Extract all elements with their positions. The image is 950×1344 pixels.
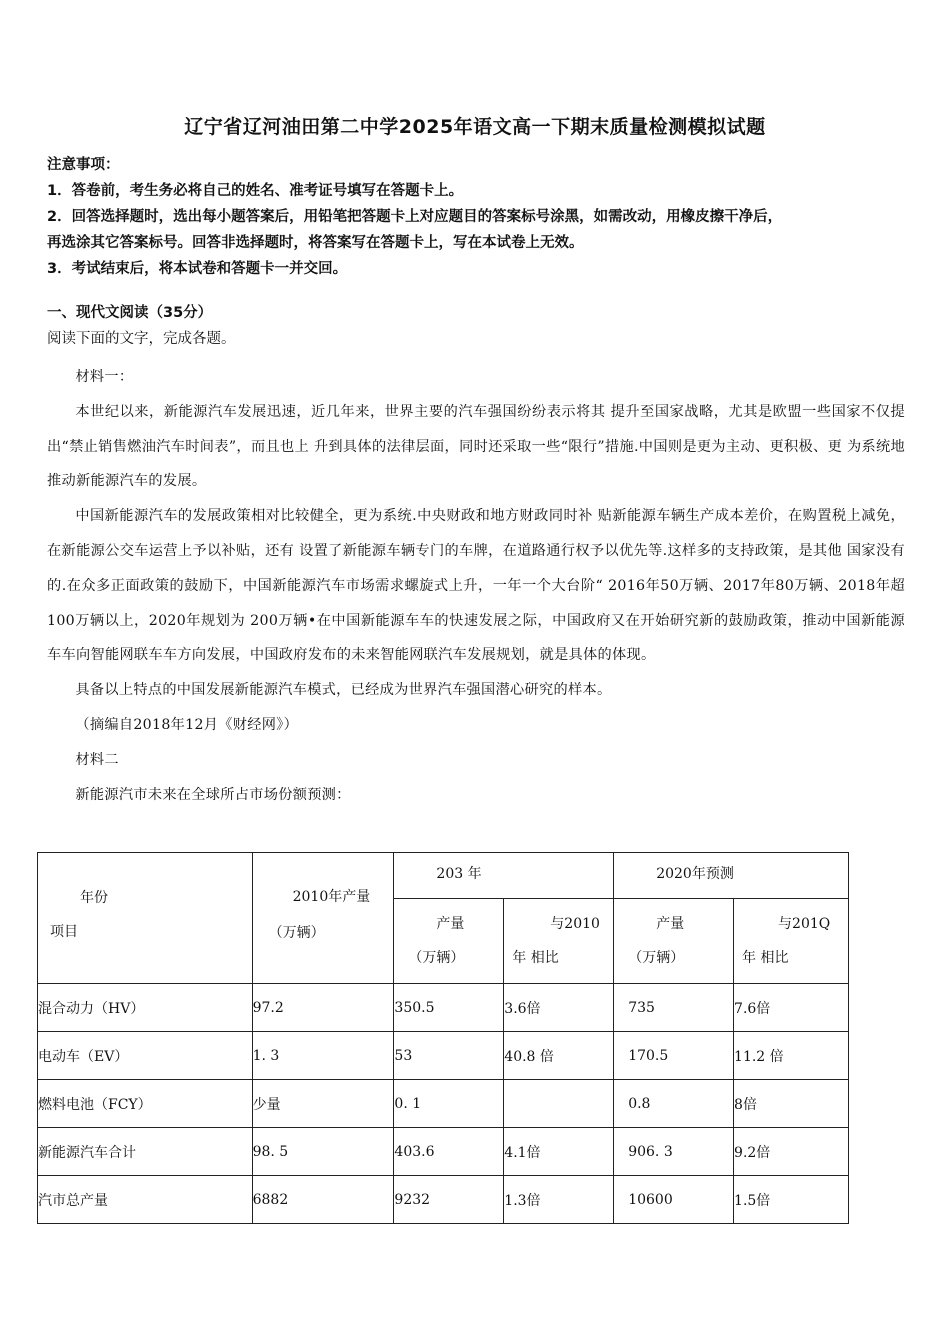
row-2020-ratio: 8倍 (734, 1080, 849, 1128)
sub-compare-label: 与2010 (550, 916, 600, 933)
sub-compare-suffix: 年 相比 (742, 950, 789, 967)
row-2020-ratio: 9.2倍 (734, 1128, 849, 1176)
row-2020-value: 906. 3 (614, 1128, 734, 1176)
notice-heading: 注意事项： (47, 157, 120, 173)
group-203-header: 203 年 (394, 853, 614, 899)
row-203-value: 53 (394, 1032, 504, 1080)
notice-item: 1．答卷前，考生务必将自己的姓名、准考证号填写在答题卡上。 (47, 183, 464, 199)
row-name: 电动车（EV） (38, 1032, 253, 1080)
table-row (38, 1128, 849, 1176)
sub-output-203 (394, 899, 504, 984)
row-203-value: 403.6 (394, 1128, 504, 1176)
col-2010-label: 2010年产量 (292, 889, 371, 905)
row-203-ratio: 1.3倍 (504, 1176, 614, 1224)
table-corner-cell (38, 853, 253, 984)
row-203-ratio: 3.6倍 (504, 984, 614, 1032)
table-row (38, 984, 849, 1032)
row-2020-value: 170.5 (614, 1032, 734, 1080)
document-title: 辽宁省辽河油田第二中学2025年语文高一下期末质量检测模拟试题 (184, 116, 766, 138)
corner-year-label: 年份 (80, 890, 108, 906)
sub-output-label: 产量 (656, 916, 685, 933)
sub-compare-2020 (734, 899, 849, 984)
sub-compare-suffix: 年 相比 (512, 950, 559, 967)
paragraph-1: 本世纪以来，新能源汽车发展迅速，近几年来，世界主要的汽车强国纷纷表示将其 提升至国家战略，尤其是欧盟一些国家不仅提出“禁止销售燃油汽车时间表”，而且也上 升到具体的法律层面，同时还采取一些“限行”措施.中国则是更为主动、更积极、更 为系统地推动新能源汽车的发展。 (47, 403, 905, 490)
row-203-ratio (504, 1080, 614, 1128)
material-two-label: 材料二 (75, 751, 119, 768)
row-203-ratio: 4.1倍 (504, 1128, 614, 1176)
material-one-label: 材料一： (75, 369, 134, 385)
section-title: 一、现代文阅读（35分） (47, 305, 213, 321)
sub-compare-203 (504, 899, 614, 984)
sub-unit-label: （万辆） (408, 950, 465, 967)
row-203-ratio: 40.8 倍 (504, 1032, 614, 1080)
source-citation: （摘编自2018年12月《财经网》） (75, 716, 299, 733)
corner-item-label: 项目 (50, 924, 78, 940)
row-2020-ratio: 11.2 倍 (734, 1032, 849, 1080)
passage (47, 360, 905, 812)
row-2010-value: 少量 (252, 1080, 394, 1128)
paragraph-2: 中国新能源汽车的发展政策相对比较健全，更为系统.中央财政和地方财政同时补 贴新能源车辆生产成本差价，在购置税上减免，在新能源公交车运营上予以补贴，还有 设置了新能源车辆专门的车牌，在道路通行权予以优先等.这样多的支持政策，是其他 国家没有的.在众多正面政策的鼓励下，中国新能源汽车市场需求螺旋式上升，一年一个大台阶“ 2016年50万辆、2017年80万辆、2018年超100万辆以上，2020年规划为 200万辆•在中国新能源车车的快速发展之际，中国政府又在开始研究新的鼓励政策，推动中国新能源车车向智能网联车车方向发展，中国政府发布的未来智能网联汽车发展规划，就是具体的体现。 (47, 508, 905, 664)
section-intro: 阅读下面的文字，完成各题。 (47, 331, 236, 347)
sub-output-2020 (614, 899, 734, 984)
row-name: 汽市总产量 (38, 1176, 253, 1224)
row-2010-value: 98. 5 (252, 1128, 394, 1176)
paragraph-3: 具备以上特点的中国发展新能源汽车模式，已经成为世界汽车强国潜心研究的样本。 (75, 682, 612, 699)
row-2020-value: 735 (614, 984, 734, 1032)
row-2010-value: 1. 3 (252, 1032, 394, 1080)
row-name: 混合动力（HV） (38, 984, 253, 1032)
row-203-value: 350.5 (394, 984, 504, 1032)
row-2020-ratio: 1.5倍 (734, 1176, 849, 1224)
table-row (38, 1032, 849, 1080)
notice-item: 3．考试结束后，将本试卷和答题卡一并交回。 (47, 261, 348, 277)
notice-item: 2．回答选择题时，选出每小题答案后，用铅笔把答题卡上对应题目的答案标号涂黑，如需改动，用橡皮擦干净后， (47, 209, 783, 225)
row-2020-value: 0.8 (614, 1080, 734, 1128)
sub-compare-label: 与201Q (778, 916, 831, 933)
table-caption: 新能源汽市未来在全球所占市场份额预测： (75, 786, 351, 803)
sub-output-label: 产量 (436, 916, 465, 933)
row-name: 燃料电池（FCY） (38, 1080, 253, 1128)
notice-block (47, 152, 907, 282)
table-row (38, 1080, 849, 1128)
row-2020-ratio: 7.6倍 (734, 984, 849, 1032)
row-2010-value: 6882 (252, 1176, 394, 1224)
sub-unit-label: （万辆） (628, 950, 685, 967)
row-203-value: 0. 1 (394, 1080, 504, 1128)
group-2020-header: 2020年预测 (614, 853, 849, 899)
notice-item: 再选涂其它答案标号。回答非选择题时，将答案写在答题卡上，写在本试卷上无效。 (47, 235, 584, 251)
row-2020-value: 10600 (614, 1176, 734, 1224)
col-2010-unit: （万辆） (268, 925, 325, 941)
row-2010-value: 97.2 (252, 984, 394, 1032)
row-name: 新能源汽车合计 (38, 1128, 253, 1176)
market-share-table (37, 852, 849, 1224)
col-2010-header (252, 853, 394, 984)
table-row (38, 1176, 849, 1224)
row-203-value: 9232 (394, 1176, 504, 1224)
